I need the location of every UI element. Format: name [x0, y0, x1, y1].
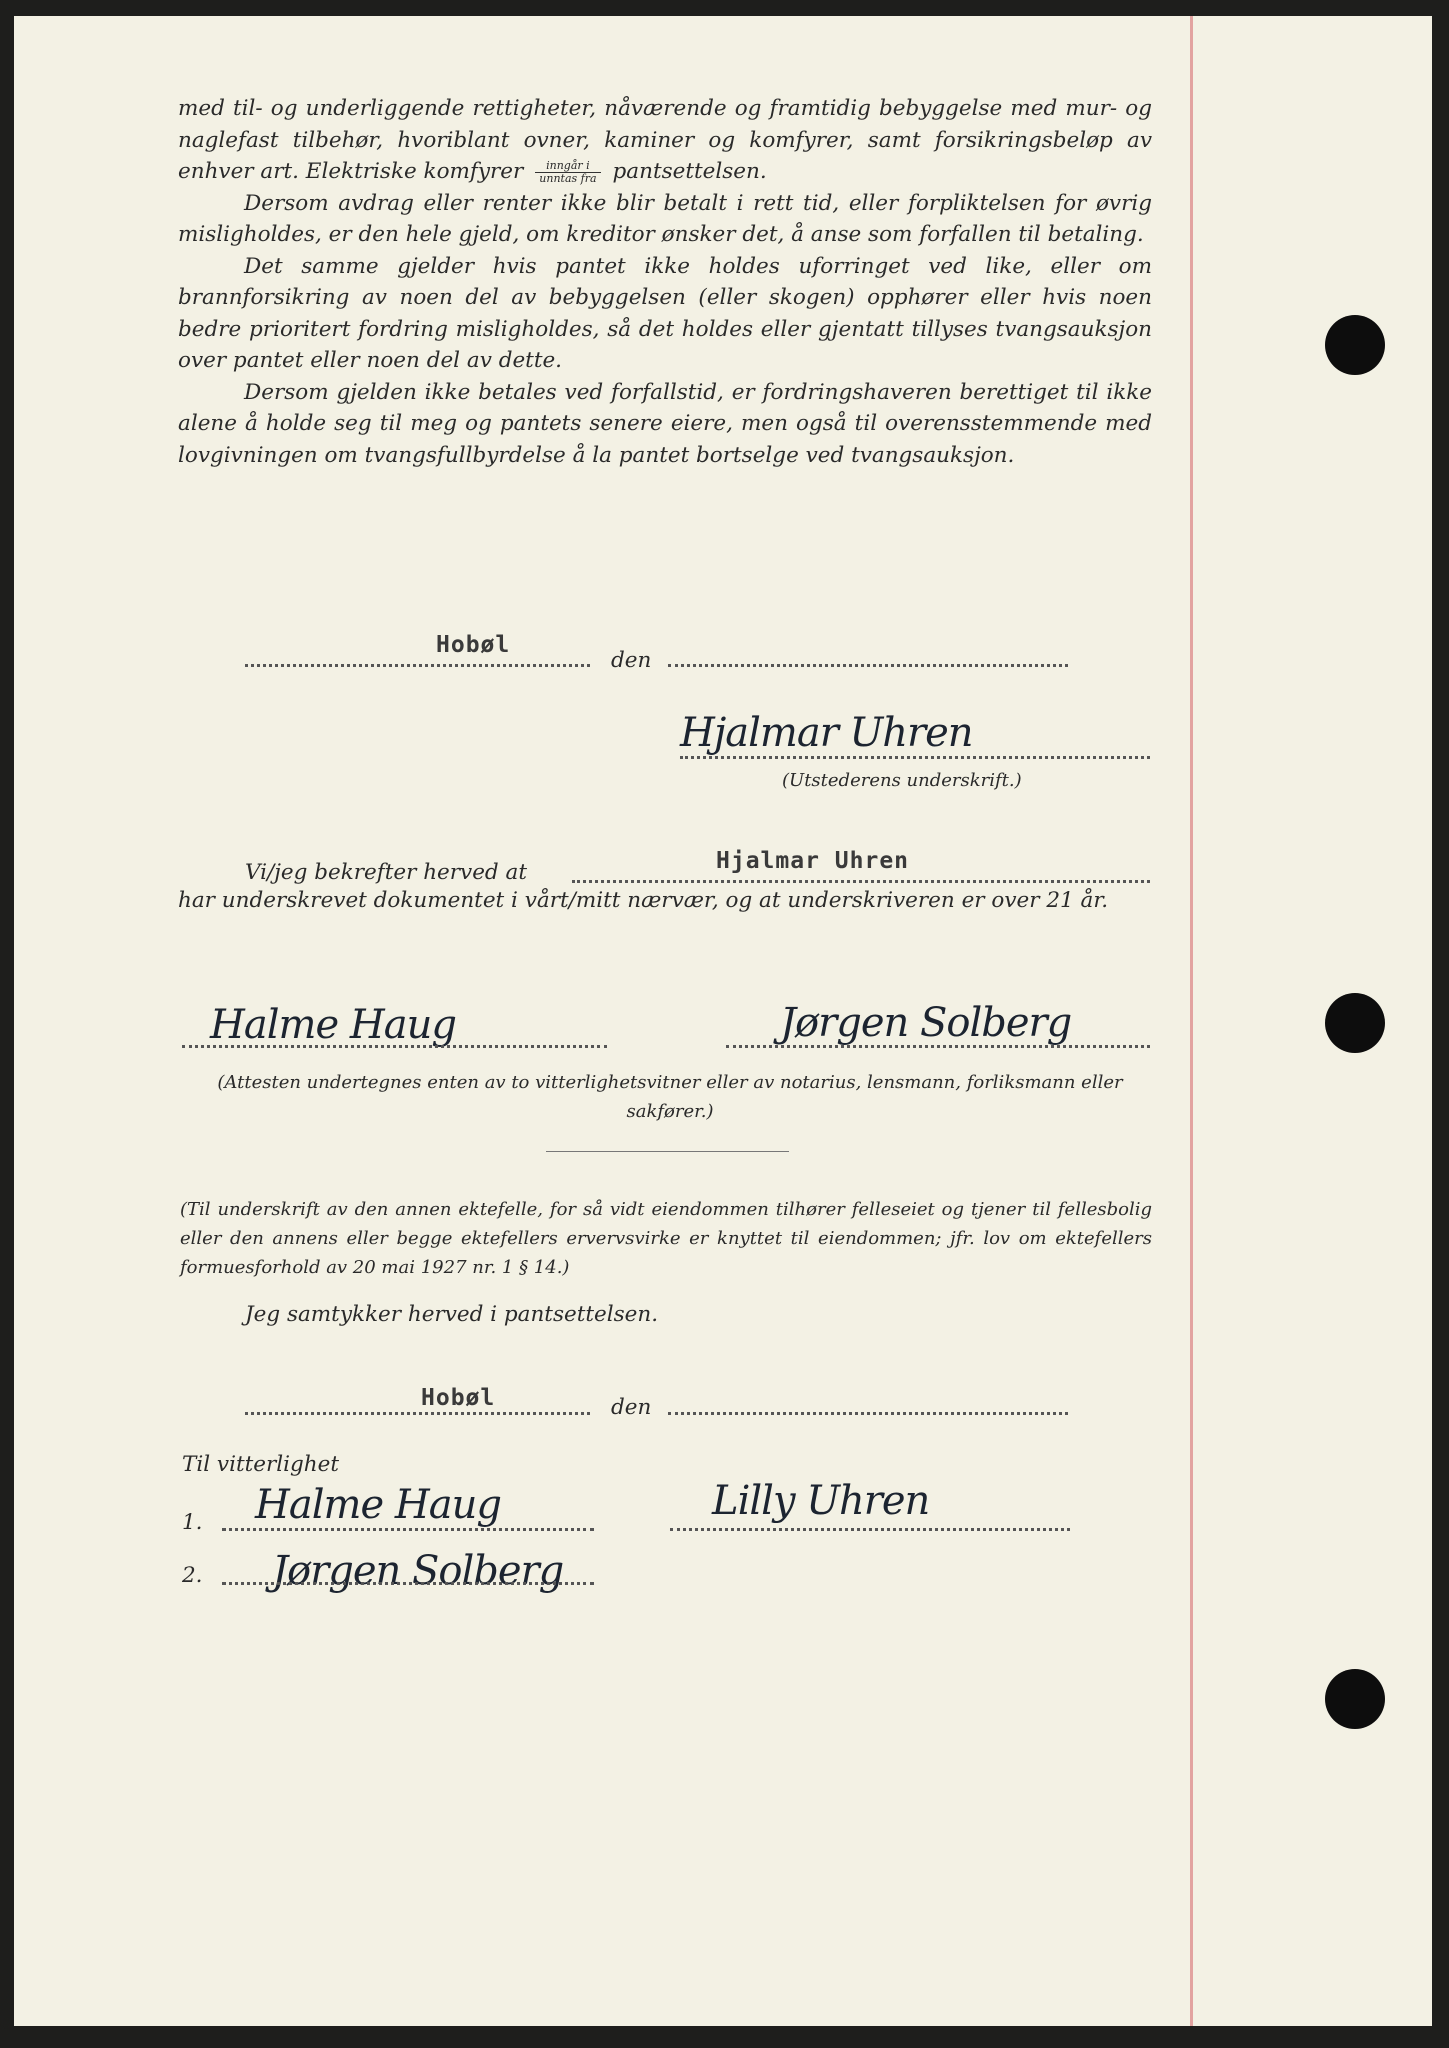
margin-rule [1190, 16, 1193, 2026]
confirmation-name-typed: Hjalmar Uhren [716, 848, 910, 874]
witness-heading: Til vitterlighet [182, 1452, 339, 1477]
spouse-signature: Lilly Uhren [712, 1478, 930, 1524]
date-dotted-line-2 [668, 1412, 1068, 1415]
place-typed: Hobøl [436, 632, 511, 658]
paragraph-insurance: Det samme gjelder hvis pantet ikke holdes uforringet ved like, eller om brannforsikring av noen del av bebyggelsen (eller skogen) opphører eller hvis noen bedre prioritert fordring misligholdes, så det holdes eller gjentatt tillyses tvangsauksjon over pantet eller noen del av dette. [178, 253, 1152, 373]
paragraph-default: Dersom avdrag eller renter ikke blir betalt i rett tid, eller forpliktelsen for øvrig misligholdes, er den hele gjeld, om kreditor ønsker det, å anse som forfallen til betaling. [178, 190, 1152, 247]
confirmation-rest: har underskrevet dokumentet i vårt/mitt nærvær, og at underskriveren er over 21 år. [178, 888, 1109, 913]
issuer-signature: Hjalmar Uhren [680, 710, 973, 756]
date-dotted-line [668, 664, 1068, 667]
witness-left-line [182, 1045, 607, 1048]
witness-right-line [726, 1045, 1150, 1048]
spouse-signature-line [670, 1528, 1070, 1531]
witness-1-line [222, 1528, 594, 1531]
witness-2-signature: Jørgen Solberg [272, 1548, 564, 1594]
paragraph-property: med til- og underliggende rettigheter, nåværende og framtidig bebyggelse med mur- og naglefast tilbehør, hvoriblant ovner, kaminer og komfyrer, samt forsikringsbeløp av enhver art. Elektriske komfyrer $\frac{\text{inngår i}}{\text{unntas fra}}$ pantsettelsen. [178, 96, 1152, 185]
witness-1-signature: Halme Haug [255, 1482, 501, 1528]
spouse-note: (Til underskrift av den annen ektefelle, for så vidt eiendommen tilhører felleseiet og tjener til fellesbolig eller den annens eller begge ektefellers ervervsvirke er knyttet til eiendommen; jfr. lov om ektefellers formuesforhold av 20 mai 1927 nr. 1 § 14.) [180, 1199, 1152, 1278]
witness-left-signature: Halme Haug [210, 1002, 456, 1048]
punch-hole [1325, 993, 1385, 1053]
witness-2-line [222, 1582, 594, 1585]
punch-hole [1325, 1669, 1385, 1729]
paragraph-enforcement: Dersom gjelden ikke betales ved forfallstid, er fordringshaveren berettiget til ikke alene å holde seg til meg og pantets senere eiere, men også til overensstemmende med lovgivningen om tvangsfullbyrdelse å la pantet bortselge ved tvangsauksjon. [178, 379, 1152, 468]
den-label: den [611, 648, 652, 673]
den-label-2: den [611, 1395, 652, 1420]
consent-text: Jeg samtykker herved i pantsettelsen. [245, 1302, 659, 1327]
place-dotted-line-2 [245, 1412, 590, 1415]
body-text [178, 93, 1152, 471]
inngar-unntas-fraction: $\frac{\text{inngår i}}{\text{unntas fra}}$ [535, 160, 600, 185]
witness-right-signature: Jørgen Solberg [780, 1000, 1072, 1046]
witness-number-1: 1. [182, 1510, 203, 1535]
confirmation-lead: Vi/jeg bekrefter herved at [245, 860, 527, 885]
issuer-caption: (Utstederens underskrift.) [782, 770, 1022, 791]
issuer-signature-line [680, 756, 1150, 759]
witness-number-2: 2. [182, 1563, 203, 1588]
confirmation-dotted-line [572, 880, 1150, 883]
place-dotted-line [245, 664, 590, 667]
place-typed-2: Hobøl [421, 1385, 496, 1411]
section-divider [546, 1151, 789, 1152]
witness-note: (Attesten undertegnes enten av to vitterlighetsvitner eller av notarius, lensmann, forliksmann eller sakfører.) [217, 1072, 1123, 1122]
punch-hole [1325, 315, 1385, 375]
